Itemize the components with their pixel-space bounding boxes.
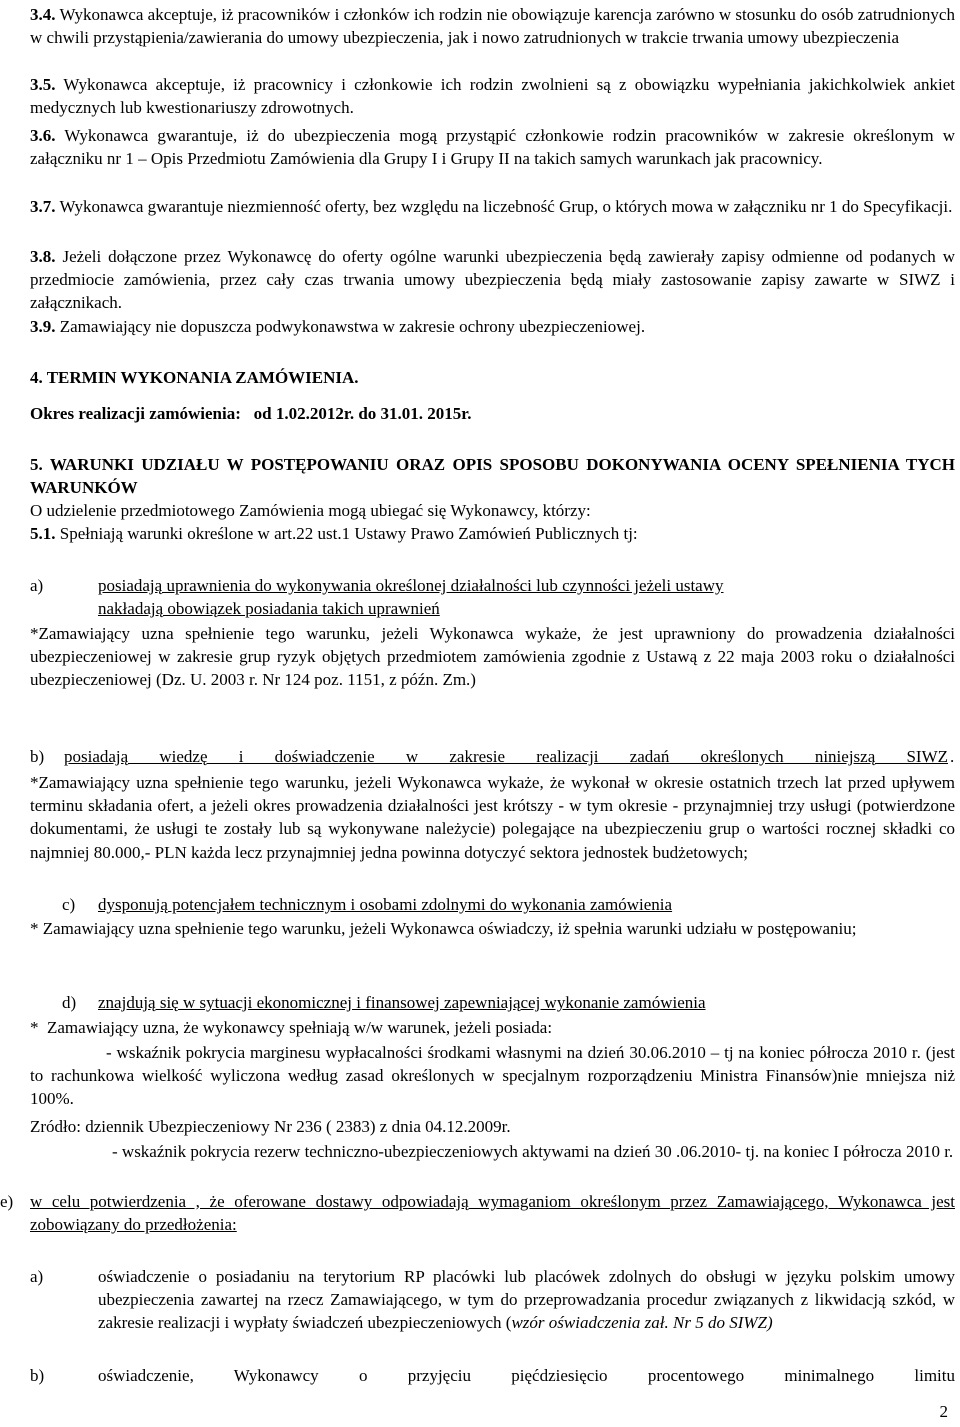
condition-a-line-2: nakładają obowiązek posiadania takich uprawnień xyxy=(98,599,440,618)
condition-c-text: dysponują potencjałem technicznym i osobami zdolnymi do wykonania zamówienia xyxy=(98,895,673,914)
condition-d-indicator-1: - wskaźnik pokrycia marginesu wypłacalności środkami własnymi na dzień 30.06.2010 – tj na koniec półrocza 2010 r. (jest to rachunkowa wielkość wyliczona według zasad określonych w specjalnym rozporządzeniu Ministra Finansów)nie mniejsza niż 100%. xyxy=(30,1043,955,1109)
condition-b-text: posiadają wiedzę i doświadczenie w zakresie realizacji zadań określonych niniejszą SIWZ xyxy=(64,747,948,766)
section-title: WARUNKI UDZIAŁU W POSTĘPOWANIU ORAZ OPIS SPOSOBU DOKONYWANIA OCENY SPEŁNIENIA TYCH WARUNKÓW xyxy=(30,455,955,498)
condition-e-text: w celu potwierdzenia , że oferowane dostawy odpowiadają wymaganiom określonym przez Zamawiającego, Wykonawca jest zobowiązany do przedłożenia: xyxy=(30,1192,955,1235)
condition-d-text: znajdują się w sytuacji ekonomicznej i finansowej zapewniającej wykonanie zamówienia xyxy=(98,993,706,1012)
clause-text: Spełniają warunki określone w art.22 ust.1 Ustawy Prawo Zamówień Publicznych tj: xyxy=(59,524,638,543)
clause-3-6 xyxy=(30,124,955,170)
clause-text: Wykonawca akceptuje, iż pracowników i członków ich rodzin nie obowiązuje karencja zarówno w stosunku do osób zatrudnionych w chwili przystąpienia/zawierania do umowy ubezpieczenia, jak i nowo zatrudnionych w trakcie trwania umowy ubezpieczenia xyxy=(30,5,955,48)
clause-5-1 xyxy=(30,522,955,545)
clause-number: 3.7. xyxy=(30,197,56,216)
clause-number: 3.4. xyxy=(30,5,56,24)
clause-text: Jeżeli dołączone przez Wykonawcę do oferty ogólne warunki ubezpieczenia będą zawierały zapisy odmienne od podanych w przedmiocie zamówienia, przez cały czas trwania umowy ubezpieczenia będą miały zastosowanie zapisy zawarte w SIWZ i załącznikach. xyxy=(30,247,955,313)
condition-b-note: *Zamawiający uzna spełnienie tego warunku, jeżeli Wykonawca wykaże, że wykonał w okresie ostatnich trzech lat przed upływem terminu składania ofert, a jeżeli okres prowadzenia działalności jest krótszy - w tym okresie - przynajmniej trzy usługi (potwierdzone dokumentami, że usługi te zostały lub są wykonywane należycie) polegające na ubezpieczeniu grup o wartości rocznej składki co najmniej 80.000,- PLN każda lecz przynajmniej jedna powinna dotyczyć sektora jednostek budżetowych; xyxy=(30,773,955,862)
condition-a-line-1: posiadają uprawnienia do wykonywania określonej działalności lub czynności jeżeli ustawy xyxy=(98,576,724,595)
clause-text: Wykonawca gwarantuje niezmienność oferty, bez względu na liczebność Grup, o których mowa w załączniku nr 1 do Specyfikacji. xyxy=(59,197,953,216)
clause-number: 3.5. xyxy=(30,75,56,94)
page-number: 2 xyxy=(939,1402,948,1421)
clause-number: 5.1. xyxy=(30,524,56,543)
document-a-label: a) xyxy=(30,1267,44,1286)
clause-text: Zamawiający nie dopuszcza podwykonawstwa w zakresie ochrony ubezpieczeniowej. xyxy=(59,317,646,336)
section-5-intro: O udzielenie przedmiotowego Zamówienia mogą ubiegać się Wykonawcy, którzy: xyxy=(30,501,591,520)
clause-3-4 xyxy=(30,3,955,49)
section-number: 5. xyxy=(30,455,43,474)
clause-3-5 xyxy=(30,73,955,119)
clause-3-7 xyxy=(30,195,955,218)
condition-d-note: * Zamawiający uzna, że wykonawcy spełniają w/w warunek, jeżeli posiada: xyxy=(30,1018,553,1037)
section-5-heading xyxy=(30,453,955,499)
condition-d-indicator-2: - wskaźnik pokrycia rezerw techniczno-ubezpieczeniowych aktywami na dzień 30 .06.2010- tj. na koniec I półrocza 2010 r. xyxy=(112,1142,954,1161)
condition-a-label: a) xyxy=(30,576,44,595)
realization-period: Okres realizacji zamówienia: od 1.02.2012r. do 31.01. 2015r. xyxy=(30,404,472,423)
condition-a-note: *Zamawiający uzna spełnienie tego warunku, jeżeli Wykonawca wykaże, że jest uprawniony do prowadzenia działalności ubezpieczeniowej w zakresie grup ryzyk objętych przedmiotem zamówienia zgodnie z Ustawą z 22 maja 2003 roku o działalności ubezpieczeniowej (Dz. U. 2003 r. Nr 124 poz. 1151, z późn. Zm.) xyxy=(30,624,955,690)
condition-c-label: c) xyxy=(62,895,76,914)
clause-3-8 xyxy=(30,245,955,315)
clause-3-9 xyxy=(30,315,955,338)
clause-text: Wykonawca gwarantuje, iż do ubezpieczenia mogą przystąpić członkowie rodzin pracowników w zakresie określonym w załączniku nr 1 – Opis Przedmiotu Zamówienia dla Grupy I i Grupy II na takich samych warunkach jak pracownicy. xyxy=(30,126,955,169)
condition-e-label: e) xyxy=(0,1192,14,1211)
document-a-text xyxy=(98,1265,955,1335)
clause-text: Wykonawca akceptuje, iż pracownicy i członkowie ich rodzin zwolnieni są z obowiązku wypełniania jakichkolwiek ankiet medycznych lub kwestionariuszy zdrowotnych. xyxy=(30,75,955,118)
condition-c-note: * Zamawiający uzna spełnienie tego warunku, jeżeli Wykonawca oświadczy, iż spełnia warunki udziału w postępowaniu; xyxy=(30,919,857,938)
document-b-text: oświadczenie, Wykonawcy o przyjęciu pięćdziesięcio procentowego minimalnego limitu xyxy=(98,1366,955,1385)
clause-number: 3.8. xyxy=(30,247,56,266)
section-4-heading: 4. TERMIN WYKONANIA ZAMÓWIENIA. xyxy=(30,368,359,387)
condition-d-source: Zródło: dziennik Ubezpieczeniowy Nr 236 ( 2383) z dnia 04.12.2009r. xyxy=(30,1117,511,1136)
document-b-label: b) xyxy=(30,1366,45,1385)
condition-d-label: d) xyxy=(62,993,77,1012)
document-a-reference: wzór oświadczenia zał. Nr 5 do SIWZ) xyxy=(511,1313,773,1333)
condition-b-period: . xyxy=(950,747,955,766)
clause-number: 3.9. xyxy=(30,317,56,336)
condition-b-label: b) xyxy=(30,747,45,766)
document-a-body: oświadczenie o posiadaniu na terytorium RP placówki lub placówek zdolnych do obsługi w języku polskim umowy ubezpieczenia zawartej na rzecz Zamawiającego, w tym do przeprowadzania procedur związanych z likwidacją szkód, w zakresie realizacji i wypłaty świadczeń ubezpieczeniowych ( xyxy=(98,1267,955,1333)
clause-number: 3.6. xyxy=(30,126,56,145)
